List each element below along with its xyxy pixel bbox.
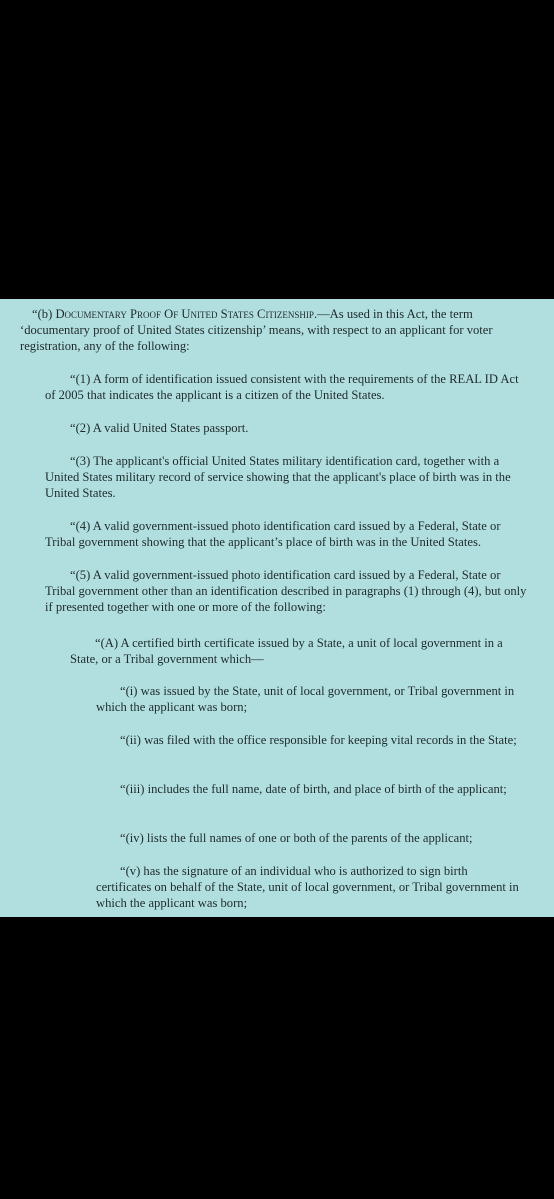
document-page xyxy=(0,299,554,917)
clause-ii: “(ii) was filed with the office responsible for keeping vital records in the State; xyxy=(120,733,517,747)
section-b-heading: Documentary Proof Of United States Citizenship xyxy=(55,307,314,321)
paragraph-1: “(1) A form of identification issued consistent with the requirements of the REAL ID Act of 2005 that indicates the applicant is a citizen of the United States. xyxy=(45,372,519,402)
paragraph-5: “(5) A valid government-issued photo identification card issued by a Federal, State or Tribal government other than an identification described in paragraphs (1) through (4), but only if presented together with one or more of the following: xyxy=(45,568,527,614)
paragraph-2: “(2) A valid United States passport. xyxy=(70,421,249,435)
subparagraph-a: “(A) A certified birth certificate issued by a State, a unit of local government in a State, or a Tribal government which— xyxy=(70,636,503,666)
section-b-paragraph xyxy=(20,306,528,354)
clause-v: “(v) has the signature of an individual who is authorized to sign birth certificates on behalf of the State, unit of local government, or Tribal government in which the applicant was born; xyxy=(96,864,519,910)
clause-iv: “(iv) lists the full names of one or both of the parents of the applicant; xyxy=(120,831,473,845)
paragraph-3: “(3) The applicant's official United States military identification card, together with a United States military record of service showing that the applicant's place of birth was in the United States. xyxy=(45,454,511,500)
section-b-prefix: “(b) xyxy=(32,307,56,321)
clause-iii: “(iii) includes the full name, date of birth, and place of birth of the applicant; xyxy=(120,782,507,796)
clause-i: “(i) was issued by the State, unit of local government, or Tribal government in which the applicant was born; xyxy=(96,684,515,714)
paragraph-4: “(4) A valid government-issued photo identification card issued by a Federal, State or Tribal government showing that the applicant’s place of birth was in the United States. xyxy=(45,519,501,549)
section-b-text: .—As used in this Act, the term ‘documentary proof of United States citizenship’ means, with respect to an applicant for voter registration, any of the following: xyxy=(20,307,493,353)
